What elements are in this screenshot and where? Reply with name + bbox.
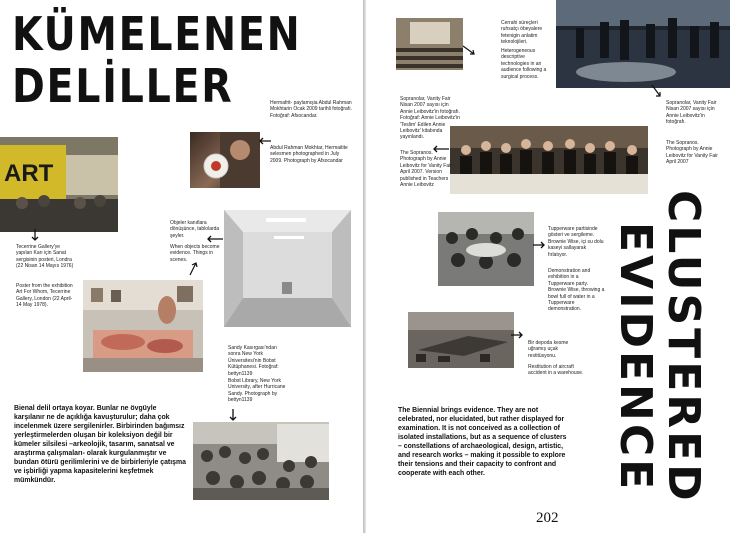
caption-sopranolar-tr: Sopranolar, Vanity Fair Nisan 2007 sayısı için Annie Leibovitz'in fotoğrafı. Fotoğraf: Annie Leibovitz'in 'Teslim' Edilen Annie Leibovitz' kitabında yayınlandı. bbox=[400, 96, 460, 141]
arrow-objects bbox=[188, 260, 200, 276]
caption-heterogeneous-en: Heterogeneous descriptive technologies in an audience following a surgical process. bbox=[501, 48, 547, 80]
right-page bbox=[366, 0, 730, 533]
title-line-2: DELİLLER bbox=[12, 59, 234, 113]
gallery-room-photo bbox=[224, 210, 351, 327]
sopranos-table-photo bbox=[450, 126, 648, 194]
caption-poster-en: Poster from the exhibition Art For Whom, Tecerrine Gallery, London (22 April- 14 May 1978). bbox=[16, 283, 73, 309]
caption-hermafrodit-tr: Hermafrit- paylamışia Abdul Rahman Mokhtarin Ocak 2009 tarihli fotoğrafı. Fotoğraf: Afsocandar. bbox=[270, 100, 352, 119]
arrow-tupperware bbox=[532, 240, 546, 250]
caption-objeler-tr: Objeler kanıtlara dönüşünce, tablolarda şeyler. bbox=[170, 220, 220, 239]
tupperware-illustration bbox=[438, 212, 534, 286]
arrow-library bbox=[228, 408, 238, 422]
caption-sandy-tr: Sandy Kasırgası'ndan sonra New York Üniversitesi'nin Bobst Kütüphanesi. Fotoğraf: bettyn1139 bbox=[228, 345, 279, 377]
arrow-poster bbox=[30, 228, 40, 242]
page-number: 202 bbox=[536, 510, 559, 526]
bobst-library-photo bbox=[193, 422, 329, 500]
aircraft-photo bbox=[408, 312, 514, 368]
poster-art-text: ART bbox=[4, 160, 54, 187]
salesman-illustration bbox=[190, 132, 260, 188]
caption-sopranos-en: The Sopranos. Photograph by Annie Leibovitz for Vanity Fair April 2007. Version published in Teachers Annie Leibovitz bbox=[400, 150, 452, 189]
arrow-aircraft bbox=[510, 330, 524, 340]
caption-tecerrine-tr: Tecerrine Gallery'ye yapılan Karı için Sanat sergisinin posteri, Londra (22 Nisan 14 Mayıs 1976) bbox=[16, 244, 74, 270]
scene-illustration bbox=[83, 280, 203, 372]
caption-cerrahi-tr: Cerrahi süreçleri ruhsatçı öbeyalere fetenigin anlatim teknolojileri. bbox=[501, 20, 543, 46]
title-line-1: KÜMELENEN bbox=[12, 7, 302, 61]
caption-abdul-en: Abdul Rahman Mokhtar, Hermaitite selesmen photographed in July 2009. Photograph by Afsocandar bbox=[270, 145, 348, 164]
vertical-title-clustered: CLUSTERED bbox=[658, 190, 709, 504]
caption-demonstration-en: Demonstration and exhibition in a Tupperware party. Brownie Wise, throwing a bowl full of water in a Tupperware demonstration. bbox=[548, 268, 605, 313]
arrow-sopranos-staged bbox=[650, 84, 664, 98]
library-illustration bbox=[193, 422, 329, 500]
sopranos-staged-illustration bbox=[556, 0, 730, 88]
sopranos-table-illustration bbox=[450, 126, 648, 194]
caption-sopranos-en-right: The Sopranos. Photograph by Annie Leibovitz for Vanity Fair April 2007 bbox=[666, 140, 718, 166]
tupperware-photo bbox=[438, 212, 534, 286]
auditorium-illustration bbox=[396, 18, 463, 70]
caption-bobst-en: Bobst Library, New York University, after Hurricane Sandy. Photograph by bettyn1139 bbox=[228, 378, 286, 404]
caption-when-objects-en: When objects become evidence. Things in scenes. bbox=[170, 244, 220, 263]
turkish-title bbox=[12, 8, 301, 112]
salesman-photo bbox=[190, 132, 260, 188]
arrow-auditorium bbox=[462, 44, 476, 56]
auditorium-photo bbox=[396, 18, 463, 70]
scene-objects-photo bbox=[83, 280, 203, 372]
caption-restitution-en: Restitution of aircraft accident in a warehouse. bbox=[528, 364, 584, 377]
sopranos-staged-photo bbox=[556, 0, 730, 88]
left-page bbox=[0, 0, 363, 533]
protest-illustration bbox=[0, 137, 118, 232]
body-text-english: The Biennial brings evidence. They are not celebrated, nor elucidated, but rather displayed for examination. It is not conceived as a collection of isolated installations, but as a sequence of clusters – constellations of archaeological, design, artistic, and research works – making it possible to explore their tensions and their capacity to confront and cooperate with each other. bbox=[398, 407, 567, 477]
caption-soprano-tr-right: Sopranolar, Vanity Fair Nisan 2007 sayısı için Annie Leibovitz'in fotoğrafı. bbox=[666, 100, 717, 126]
art-for-whom-photo bbox=[0, 137, 118, 232]
aircraft-illustration bbox=[408, 312, 514, 368]
body-text-turkish: Bienal delil ortaya koyar. Bunlar ne övgüyle karşılanır ne de açıklığa kavuşturulur; daha çok incelenmek üzere sergilenirler. Birbirinden bağımsız yerleştirmelerden oluşan bir koleksiyon değil bir kümeler silsilesi –arkeolojik, tasarım, sanatsal ve araştırma çalışmaları- olarak kurgulanmıştır ve bundan ötürü gerilimlerini ve de birbirleriyle çatışma ve işbirliği yapma kapasitelerini keşfetmek mümkündür. bbox=[14, 405, 186, 484]
vertical-title-evidence: EVIDENCE bbox=[610, 222, 661, 493]
caption-bir-depoda-tr: Bir depoda kesme uğramış uçak restitüsyonu. bbox=[528, 340, 569, 359]
gallery-illustration bbox=[224, 210, 351, 327]
caption-tupperware-tr: Tupperware partisinde gösteri ve sergileme. Brownie Wise, içi su dolu kaseyi sallayarak fırlatıyor. bbox=[548, 226, 604, 258]
